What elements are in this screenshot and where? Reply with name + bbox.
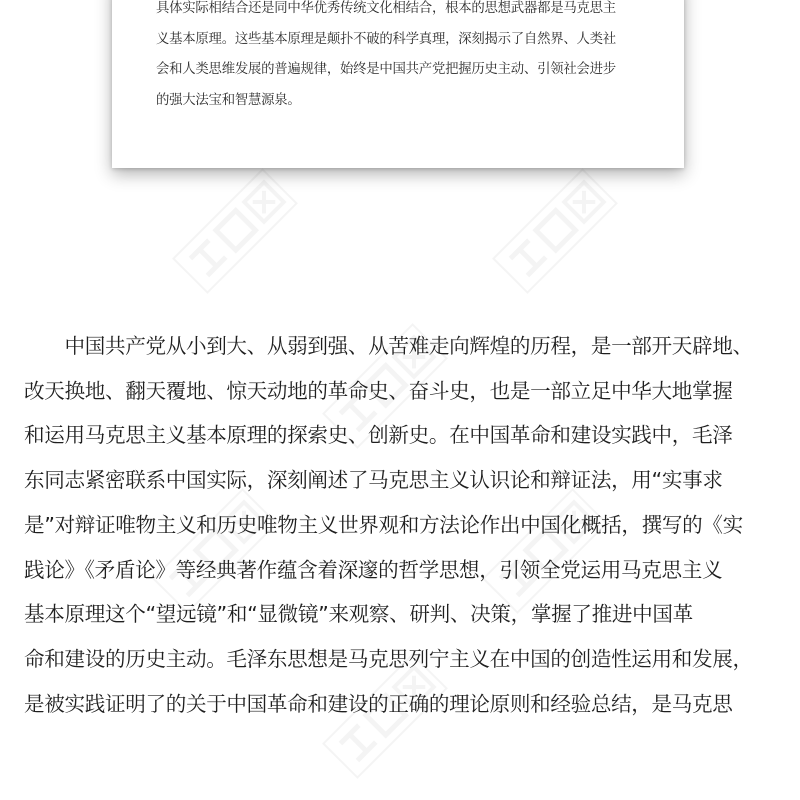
- body-line: 践论》《矛盾论》等经典著作蕴含着深邃的哲学思想，引领全党运用马克思主义: [24, 557, 723, 582]
- body-line: 是被实践证明了的关于中国革命和建设的正确的理论原则和经验总结，是马克思: [24, 691, 733, 716]
- quote-line: 会和人类思维发展的普遍规律，始终是中国共产党把握历史主动、引领社会进步: [156, 62, 616, 77]
- quote-card: [112, 0, 684, 168]
- body-line: 和运用马克思主义基本原理的探索史、创新史。在中国革命和建设实践中，毛泽: [24, 423, 733, 448]
- quote-line: 义基本原理。这些基本原理是颠扑不破的科学真理，深刻揭示了自然界、人类社: [156, 31, 616, 47]
- watermark-logo: [491, 167, 620, 296]
- body-line: 是”对辩证唯物主义和历史唯物主义世界观和方法论作出中国化概括，撰写的《实: [24, 512, 743, 537]
- quote-paragraph: [156, 0, 646, 116]
- body-line: 中国共产党从小到大、从弱到强、从苦难走向辉煌的历程，是一部开天辟地、: [24, 334, 753, 358]
- quote-line: 具体实际相结合还是同中华优秀传统文化相结合，根本的思想武器都是马克思主: [156, 1, 616, 16]
- body-line: 改天换地、翻天覆地、惊天动地的革命史、奋斗史，也是一部立足中华大地掌握: [24, 378, 733, 403]
- quote-line: 的强大法宝和智慧源泉。: [156, 92, 301, 108]
- body-line: 东同志紧密联系中国实际，深刻阐述了马克思主义认识论和辩证法，用“实事求: [24, 468, 723, 493]
- watermark-logo: [171, 167, 300, 296]
- body-line: 基本原理这个“望远镜”和“显微镜”来观察、研判、决策，掌握了推进中国革: [24, 602, 693, 627]
- body-paragraph: [24, 324, 784, 726]
- body-line: 命和建设的历史主动。毛泽东思想是马克思列宁主义在中国的创造性运用和发展，: [24, 646, 753, 671]
